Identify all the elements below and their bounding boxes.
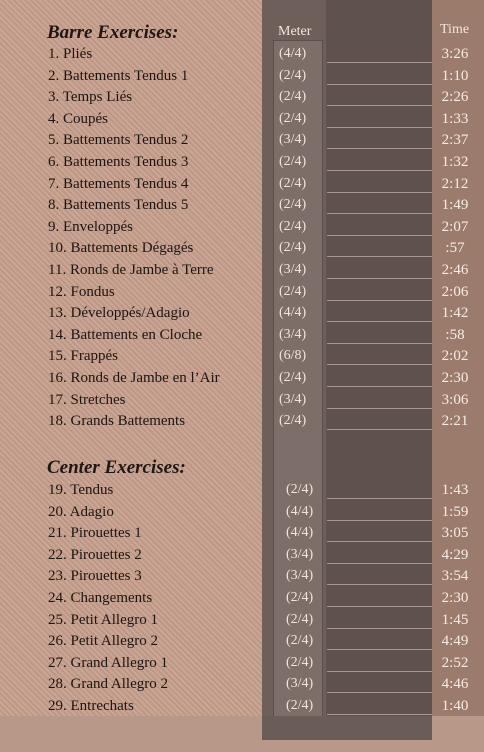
row-rule xyxy=(327,321,432,322)
track-meter: (4/4) xyxy=(279,305,307,321)
track-meter: (2/4) xyxy=(279,154,307,169)
track-meter: (2/4) xyxy=(286,698,314,713)
track-row xyxy=(0,655,484,676)
track-row xyxy=(0,197,484,218)
track-name: 21. Pirouettes 1 xyxy=(48,525,142,542)
track-name: 7. Battements Tendus 4 xyxy=(48,175,189,192)
track-meter: (3/4) xyxy=(286,676,314,692)
track-row xyxy=(0,547,484,568)
track-row xyxy=(0,327,484,348)
row-rule xyxy=(327,192,432,193)
row-rule xyxy=(327,148,432,149)
track-time: 1:45 xyxy=(441,611,469,628)
track-name: 6. Battements Tendus 3 xyxy=(48,154,189,170)
barre-heading: Barre Exercises: xyxy=(47,22,179,43)
track-name: 19. Tendus xyxy=(48,482,114,498)
row-rule xyxy=(327,429,432,430)
track-meter: (2/4) xyxy=(279,175,307,191)
track-name: 4. Coupés xyxy=(48,110,108,127)
row-rule xyxy=(327,300,432,301)
track-row xyxy=(0,633,484,654)
track-meter: (2/4) xyxy=(286,654,314,670)
track-name: 15. Frappés xyxy=(48,348,118,365)
row-rule xyxy=(327,498,432,499)
track-name: 8. Battements Tendus 5 xyxy=(48,197,189,214)
row-rule xyxy=(327,235,432,236)
track-meter: (2/4) xyxy=(279,67,307,83)
row-rule xyxy=(327,606,432,607)
row-rule xyxy=(327,671,432,672)
track-name: 13. Développés/Adagio xyxy=(48,305,190,322)
track-time: 1:40 xyxy=(441,698,469,714)
track-name: 18. Grands Battements xyxy=(48,413,186,430)
track-name: 20. Adagio xyxy=(48,503,114,520)
track-name: 17. Stretches xyxy=(48,391,126,408)
track-name: 3. Temps Liés xyxy=(48,89,133,106)
track-time: 2:21 xyxy=(441,413,469,430)
track-time: 1:42 xyxy=(441,305,469,322)
track-meter: (3/4) xyxy=(279,391,307,407)
track-name: 11. Ronds de Jambe à Terre xyxy=(48,262,214,278)
track-meter: (4/4) xyxy=(279,46,307,61)
track-row xyxy=(0,68,484,89)
track-time: 1:49 xyxy=(441,197,469,214)
track-meter: (2/4) xyxy=(279,197,307,213)
row-rule xyxy=(327,520,432,521)
track-row xyxy=(0,305,484,326)
track-name: 5. Battements Tendus 2 xyxy=(48,132,189,149)
track-row xyxy=(0,698,484,719)
track-row xyxy=(0,482,484,503)
track-row xyxy=(0,111,484,132)
track-meter: (2/4) xyxy=(279,89,307,105)
row-rule xyxy=(327,649,432,650)
track-meter: (3/4) xyxy=(286,568,314,584)
track-meter: (3/4) xyxy=(279,262,307,277)
row-rule xyxy=(327,714,432,715)
track-row xyxy=(0,89,484,110)
track-time: 2:06 xyxy=(441,283,469,300)
row-rule xyxy=(327,541,432,542)
time-header: Time xyxy=(440,22,470,37)
row-rule xyxy=(327,343,432,344)
track-name: 27. Grand Allegro 1 xyxy=(48,654,168,671)
track-row xyxy=(0,176,484,197)
track-time: 4:46 xyxy=(441,676,469,693)
track-row xyxy=(0,590,484,611)
track-meter: (4/4) xyxy=(286,503,314,519)
track-time: 2:52 xyxy=(441,654,469,671)
track-row xyxy=(0,240,484,261)
track-name: 25. Petit Allegro 1 xyxy=(48,611,158,628)
track-row xyxy=(0,413,484,434)
track-time: 2:12 xyxy=(441,175,469,192)
track-meter: (4/4) xyxy=(286,525,314,541)
track-name: 28. Grand Allegro 2 xyxy=(48,676,168,693)
track-meter: (2/4) xyxy=(286,633,314,649)
center-heading: Center Exercises: xyxy=(47,457,186,478)
track-meter: (2/4) xyxy=(279,240,307,256)
track-name: 23. Pirouettes 3 xyxy=(48,568,142,585)
row-rule xyxy=(327,628,432,629)
track-time: 1:33 xyxy=(441,110,469,127)
track-name: 24. Changements xyxy=(48,590,153,606)
track-row xyxy=(0,392,484,413)
row-rule xyxy=(327,256,432,257)
track-row xyxy=(0,262,484,283)
track-time: 3:54 xyxy=(441,568,469,585)
track-time: 1:32 xyxy=(441,154,469,170)
track-row xyxy=(0,504,484,525)
row-rule xyxy=(327,170,432,171)
row-rule xyxy=(327,278,432,279)
track-time: 2:30 xyxy=(441,590,469,606)
row-rule xyxy=(327,127,432,128)
track-row xyxy=(0,219,484,240)
track-time: :58 xyxy=(445,326,465,343)
track-row xyxy=(0,154,484,175)
row-rule xyxy=(327,105,432,106)
track-meter: (3/4) xyxy=(286,546,314,562)
track-time: 2:02 xyxy=(441,348,469,365)
track-meter: (2/4) xyxy=(279,218,307,234)
track-meter: (2/4) xyxy=(279,110,307,126)
track-meter: (2/4) xyxy=(286,482,314,497)
track-row xyxy=(0,525,484,546)
track-time: 2:07 xyxy=(441,218,469,235)
row-rule xyxy=(327,692,432,693)
track-meter: (2/4) xyxy=(279,370,307,385)
track-name: 10. Battements Dégagés xyxy=(48,240,194,257)
row-rule xyxy=(327,563,432,564)
track-time: 3:26 xyxy=(441,46,469,62)
meter-header: Meter xyxy=(278,24,312,39)
track-time: 1:43 xyxy=(441,482,469,498)
track-name: 26. Petit Allegro 2 xyxy=(48,633,158,650)
track-name: 22. Pirouettes 2 xyxy=(48,546,142,563)
track-name: 16. Ronds de Jambe en l’Air xyxy=(48,370,220,386)
track-row xyxy=(0,348,484,369)
track-row xyxy=(0,676,484,697)
track-time: 2:26 xyxy=(441,89,469,106)
track-time: 1:59 xyxy=(441,503,469,520)
track-meter: (2/4) xyxy=(279,413,307,429)
track-name: 29. Entrechats xyxy=(48,698,134,714)
track-row xyxy=(0,568,484,589)
row-rule xyxy=(327,364,432,365)
track-time: 4:29 xyxy=(441,546,469,563)
track-meter: (3/4) xyxy=(279,132,307,148)
track-time: 2:30 xyxy=(441,370,469,386)
track-time: 4:49 xyxy=(441,633,469,650)
track-meter: (3/4) xyxy=(279,326,307,342)
row-rule xyxy=(327,213,432,214)
track-time: :57 xyxy=(445,240,465,257)
track-time: 2:37 xyxy=(441,132,469,149)
bottom-edge xyxy=(0,716,484,752)
track-row xyxy=(0,284,484,305)
row-rule xyxy=(327,62,432,63)
track-row xyxy=(0,612,484,633)
track-name: 14. Battements en Cloche xyxy=(48,326,203,343)
row-rule xyxy=(327,408,432,409)
track-name: 9. Enveloppés xyxy=(48,218,133,235)
track-time: 3:05 xyxy=(441,525,469,542)
track-row xyxy=(0,132,484,153)
row-rule xyxy=(327,584,432,585)
track-name: 1. Pliés xyxy=(48,46,93,62)
row-rule xyxy=(327,386,432,387)
track-meter: (6/8) xyxy=(279,348,307,364)
track-name: 2. Battements Tendus 1 xyxy=(48,67,189,84)
track-row xyxy=(0,370,484,391)
track-time: 2:46 xyxy=(441,262,469,278)
track-time: 3:06 xyxy=(441,391,469,408)
row-rule xyxy=(327,84,432,85)
track-meter: (2/4) xyxy=(286,611,314,627)
track-time: 1:10 xyxy=(441,67,469,84)
track-meter: (2/4) xyxy=(279,283,307,299)
track-row xyxy=(0,46,484,67)
track-meter: (2/4) xyxy=(286,590,314,605)
track-name: 12. Fondus xyxy=(48,283,115,300)
